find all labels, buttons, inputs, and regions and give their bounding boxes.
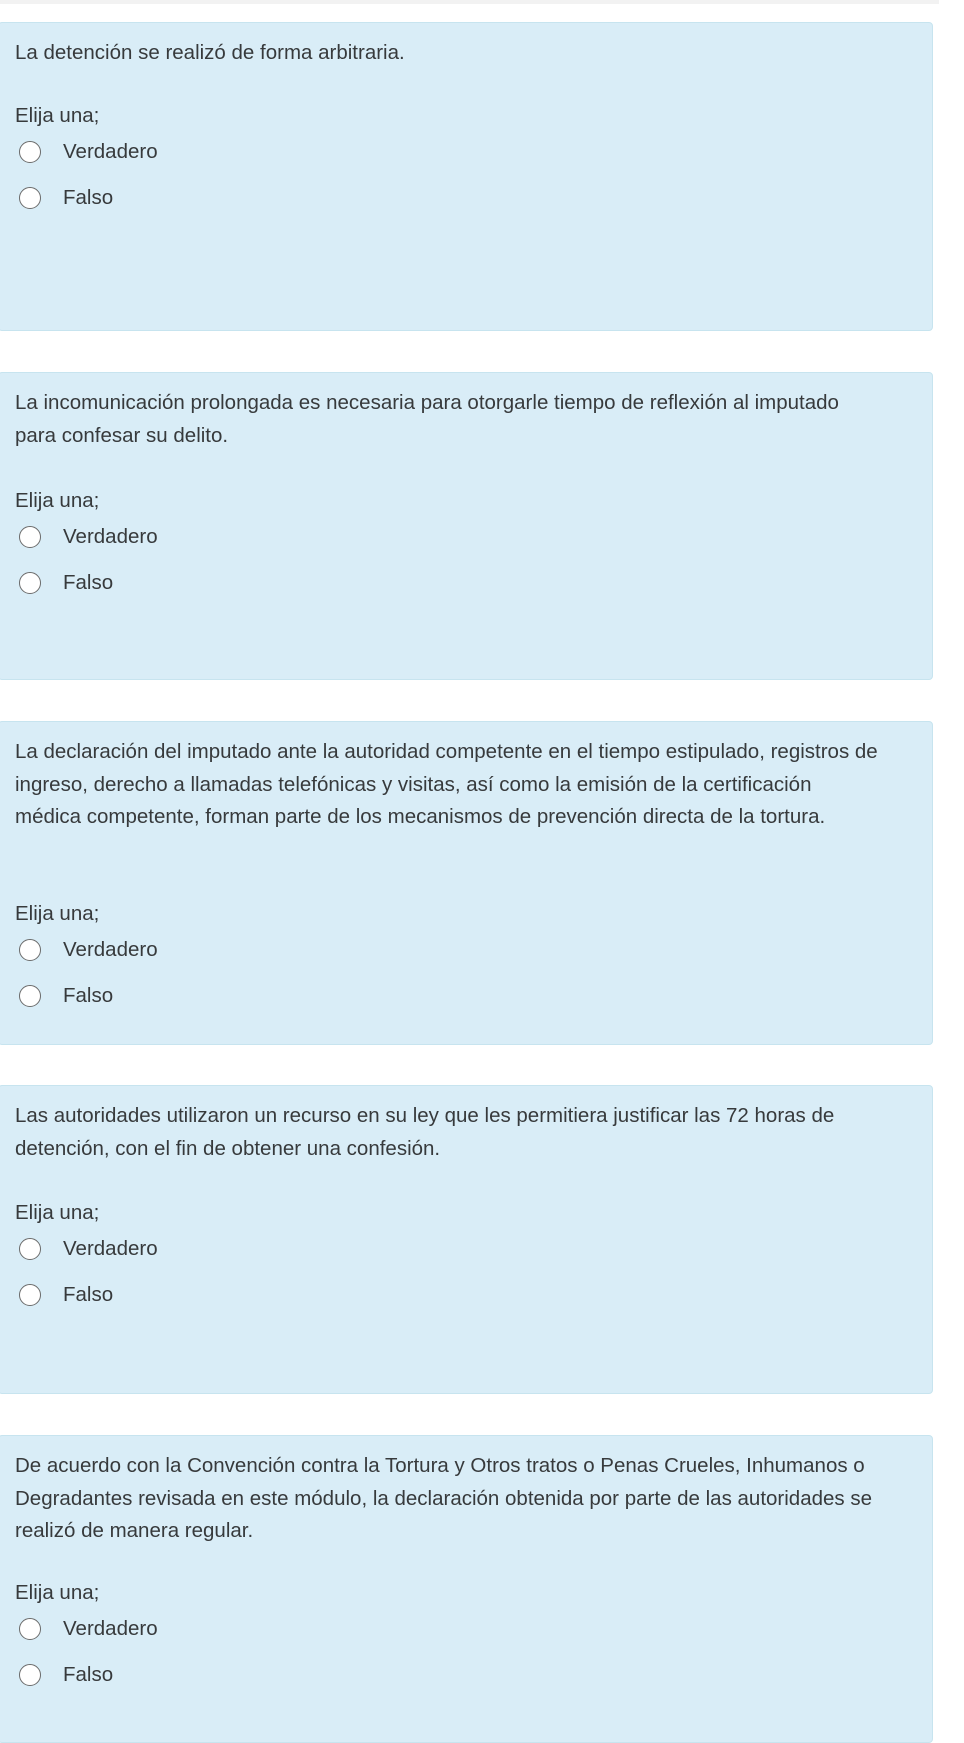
- option-label: Falso: [63, 984, 114, 1007]
- option-verdadero[interactable]: [15, 138, 158, 166]
- option-verdadero[interactable]: [15, 523, 158, 551]
- answer-prompt: Elija una;: [15, 104, 100, 127]
- option-label: Verdadero: [63, 1617, 158, 1640]
- question-text: La detención se realizó de forma arbitraria.: [15, 41, 405, 64]
- question-card-4: [0, 1085, 933, 1394]
- option-label: Falso: [63, 571, 114, 594]
- answer-prompt: Elija una;: [15, 1201, 100, 1224]
- radio-unchecked-icon[interactable]: [19, 1618, 41, 1640]
- option-verdadero[interactable]: [15, 1615, 158, 1643]
- option-label: Falso: [63, 1663, 114, 1686]
- question-text: De acuerdo con la Convención contra la Tortura y Otros tratos o Penas Crueles, Inhumanos o Degradantes revisada en este módulo, la declaración obtenida por parte de las autoridades se realizó de manera regular.: [15, 1454, 872, 1542]
- answer-block: [15, 1579, 158, 1689]
- answer-prompt: Elija una;: [15, 902, 100, 925]
- option-verdadero[interactable]: [15, 1235, 158, 1263]
- option-label: Falso: [63, 1283, 114, 1306]
- question-card-2: [0, 372, 933, 680]
- option-falso[interactable]: [15, 982, 114, 1010]
- answer-prompt: Elija una;: [15, 1581, 100, 1604]
- question-text: La declaración del imputado ante la autoridad competente en el tiempo estipulado, registros de ingreso, derecho a llamadas telefónicas y visitas, así como la emisión de la certificación médica competente, forman parte de los mecanismos de prevención directa de la tortura.: [15, 740, 878, 828]
- answer-block: [15, 487, 158, 597]
- option-label: Verdadero: [63, 938, 158, 961]
- answer-block: [15, 900, 158, 1010]
- option-falso[interactable]: [15, 1661, 114, 1689]
- radio-unchecked-icon[interactable]: [19, 1284, 41, 1306]
- radio-unchecked-icon[interactable]: [19, 939, 41, 961]
- question-card-1: [0, 22, 933, 331]
- answer-block: [15, 1199, 158, 1309]
- radio-unchecked-icon[interactable]: [19, 526, 41, 548]
- option-label: Verdadero: [63, 525, 158, 548]
- question-text: La incomunicación prolongada es necesaria para otorgarle tiempo de reflexión al imputado para confesar su delito.: [15, 391, 839, 447]
- radio-unchecked-icon[interactable]: [19, 572, 41, 594]
- radio-unchecked-icon[interactable]: [19, 1664, 41, 1686]
- top-divider: [0, 0, 939, 4]
- option-falso[interactable]: [15, 569, 114, 597]
- answer-prompt: Elija una;: [15, 489, 100, 512]
- radio-unchecked-icon[interactable]: [19, 187, 41, 209]
- option-label: Verdadero: [63, 1237, 158, 1260]
- question-text: Las autoridades utilizaron un recurso en su ley que les permitiera justificar las 72 horas de detención, con el fin de obtener una confesión.: [15, 1104, 835, 1160]
- radio-unchecked-icon[interactable]: [19, 1238, 41, 1260]
- option-falso[interactable]: [15, 184, 114, 212]
- radio-unchecked-icon[interactable]: [19, 985, 41, 1007]
- option-verdadero[interactable]: [15, 936, 158, 964]
- answer-block: [15, 102, 158, 212]
- option-label: Verdadero: [63, 140, 158, 163]
- question-card-5: [0, 1435, 933, 1743]
- radio-unchecked-icon[interactable]: [19, 141, 41, 163]
- option-falso[interactable]: [15, 1281, 114, 1309]
- question-card-3: [0, 721, 933, 1045]
- option-label: Falso: [63, 186, 114, 209]
